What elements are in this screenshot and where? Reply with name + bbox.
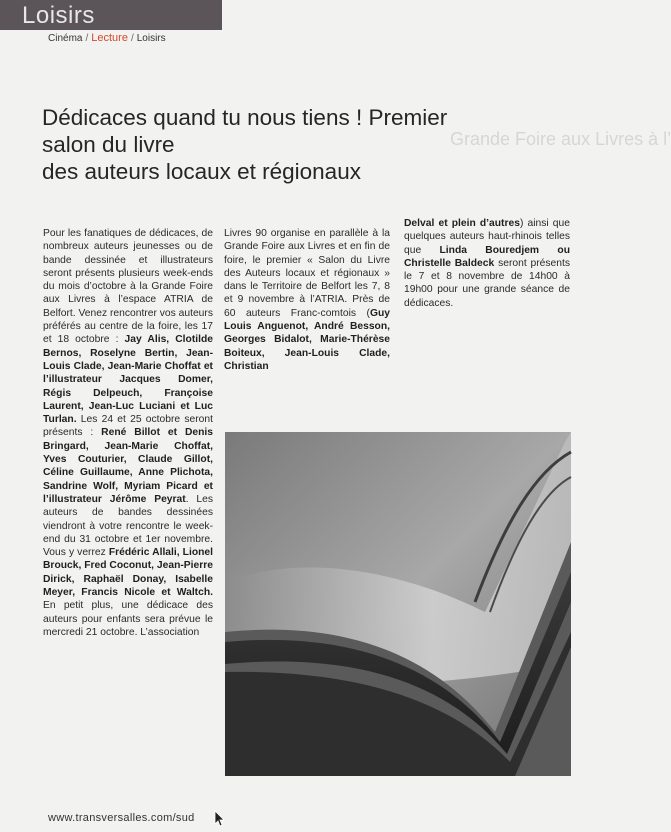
ghost-text: Grande Foire aux Livres à l’ [450,129,671,149]
body-text: Les 24 et 25 octobre seront présents : [43,414,213,439]
author-names: Linda Bouredjem ou Christelle Baldeck [404,244,570,269]
book-photo-image [225,432,571,776]
body-text: seront présents le 7 et 8 novembre de 14h00 à 19h00 pour une grande séance de dédicaces. [404,257,570,309]
website-link[interactable]: www.transversalles.com/sud [48,812,195,824]
breadcrumb-item-lecture[interactable]: Lecture [91,32,128,44]
author-names: Frédéric Allali, Lionel Brouck, Fred Coconut, Jean-Pierre Dirick, Raphaël Donay, Isabelle Meyer, Francis Nicole et Waltch. [43,547,213,599]
author-names: Delval et plein d’autres [404,218,520,229]
mouse-pointer-icon [214,810,226,828]
article-title-line: des auteurs locaux et régionaux [42,159,361,184]
author-names: Guy Louis Anguenot, André Besson, Georges Bidalot, Marie-Thérèse Boiteux, Jean-Louis Clade, Christian [224,307,390,372]
body-text: ) ainsi que quelques auteurs haut-rhinois telles que [404,218,570,256]
article-column-2 [224,227,390,373]
article-column-1 [43,227,213,639]
body-text: Livres 90 organise en parallèle à la Grande Foire aux Livres et en fin de foire, le premier « Salon du Livre des Auteurs locaux et régionaux » dans le Territoire de Belfort les 7, 8 et 9 novembre à l’ATRIA. Près de 60 auteurs Franc-comtois ( [224,228,390,319]
author-names: René Billot et Denis Bringard, Jean-Marie Choffat, Yves Couturier, Claude Gillot, Céline Guillaume, Anne Plichota, Sandrine Wolf, Myriam Picard et l’illustrateur Jérôme Peyrat [43,427,213,505]
breadcrumb-separator: / [85,33,89,44]
breadcrumb-item-cinema[interactable]: Cinéma [48,33,83,44]
breadcrumb-separator: / [130,33,134,44]
body-text: En petit plus, une dédicace des auteurs pour enfants sera prévue le mercredi 21 octobre. L’association [43,600,213,638]
body-text: Pour les fanatiques de dédicaces, de nombreux auteurs jeunesses ou de bande dessinée et illustrateurs seront présents plusieurs week-ends du mois d’octobre à la Grande Foire aux Livres à l’espace ATRIA de Belfort. Venez rencontrer vos auteurs préférés au centre de la foire, les 17 et 18 octobre : [43,228,213,346]
section-header-bar [0,0,222,30]
article-title-line: salon du livre [42,132,175,157]
breadcrumb [48,32,166,44]
article-title-line: Dédicaces quand tu nous tiens ! Premier [42,105,448,130]
article-photo-open-book [225,432,571,776]
breadcrumb-item-loisirs[interactable]: Loisirs [136,33,166,44]
article-title [42,104,562,185]
section-title: Loisirs [22,2,95,29]
author-names: Jay Alis, Clotilde Bernos, Roselyne Bertin, Jean-Louis Clade, Jean-Marie Choffat et l’illustrateur Jacques Domer, Régis Delpeuch, Françoise Laurent, Jean-Luc Luciani et Luc Turlan. [43,334,213,426]
body-text: . Les auteurs de bandes dessinées viendront à votre rencontre le week-end du 31 octobre et 1er novembre. Vous y verrez [43,493,213,559]
article-column-3 [404,217,570,310]
